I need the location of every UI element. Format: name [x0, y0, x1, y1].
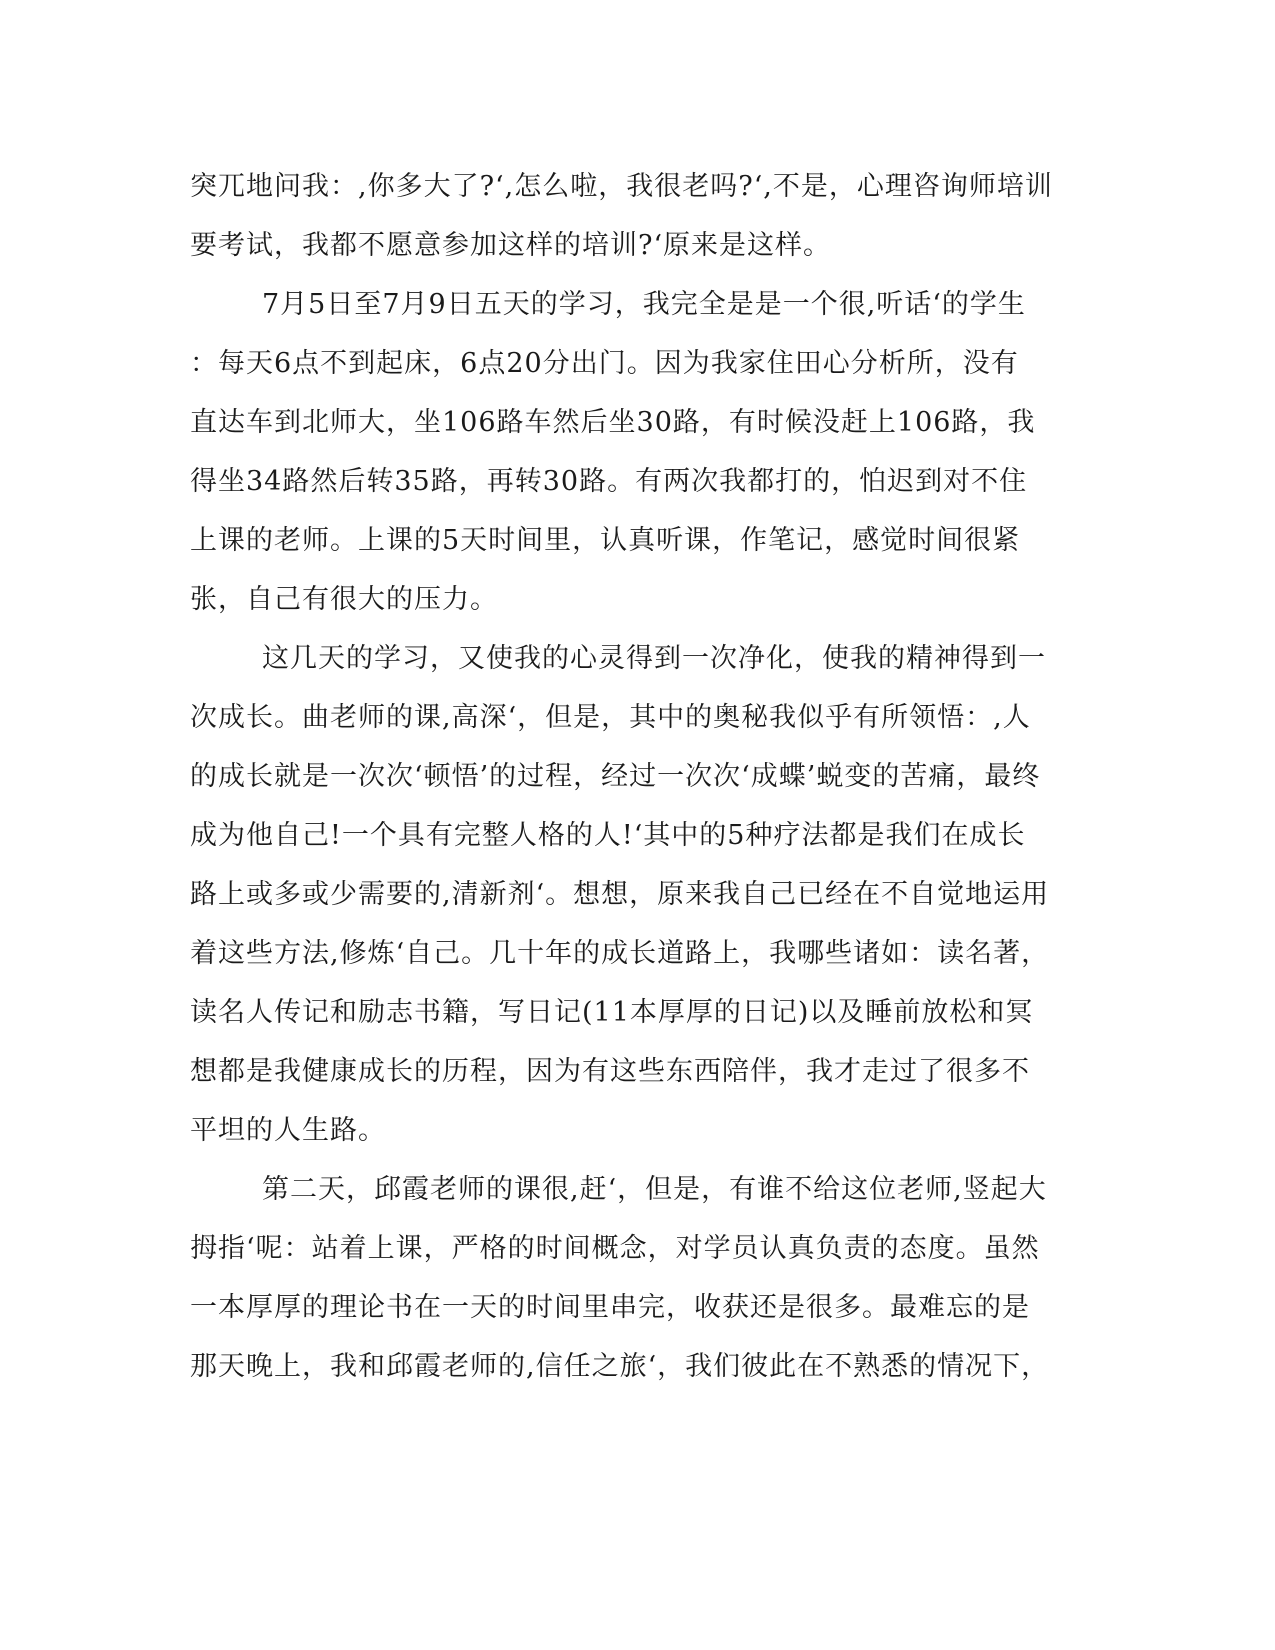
- text-line: 拇指‘呢：站着上课，严格的时间概念，对学员认真负责的态度。虽然: [190, 1233, 1040, 1264]
- text-line: 上课的老师。上课的5天时间里，认真听课，作笔记，感觉时间很紧: [190, 525, 1021, 556]
- paragraph-start-line: 这几天的学习，又使我的心灵得到一次净化，使我的精神得到一: [262, 643, 1046, 674]
- text-line: 那天晚上，我和邱霞老师的,信任之旅‘，我们彼此在不熟悉的情况下，: [190, 1351, 1050, 1382]
- text-line: 要考试，我都不愿意参加这样的培训?‘原来是这样。: [190, 230, 832, 261]
- text-line: 着这些方法,修炼‘自己。几十年的成长道路上，我哪些诸如：读名著，: [190, 938, 1050, 969]
- text-line: 直达车到北师大，坐106路车然后坐30路，有时候没赶上106路，我: [190, 407, 1036, 438]
- document-body: [190, 157, 1080, 1396]
- text-line: 的成长就是一次次‘顿悟’的过程，经过一次次‘成蝶’蜕变的苦痛，最终: [190, 761, 1041, 792]
- text-line: 路上或多或少需要的,清新剂‘。想想，原来我自己已经在不自觉地运用: [190, 879, 1050, 910]
- text-line: 读名人传记和励志书籍，写日记(11本厚厚的日记)以及睡前放松和冥: [190, 997, 1034, 1028]
- text-line: 次成长。曲老师的课,高深‘，但是，其中的奥秘我似乎有所领悟：,人: [190, 702, 1031, 733]
- text-line: ：每天6点不到起床，6点20分出门。因为我家住田心分析所，没有: [190, 348, 1019, 379]
- text-line: 一本厚厚的理论书在一天的时间里串完，收获还是很多。最难忘的是: [190, 1292, 1030, 1323]
- paragraph-start-line: 7月5日至7月9日五天的学习，我完全是是一个很,听话‘的学生: [262, 289, 1026, 320]
- text-line: 成为他自己!一个具有完整人格的人!‘其中的5种疗法都是我们在成长: [190, 820, 1026, 851]
- paragraph-start-line: 第二天，邱霞老师的课很,赶‘，但是，有谁不给这位老师,竖起大: [262, 1174, 1047, 1205]
- text-line: 平坦的人生路。: [190, 1115, 386, 1146]
- text-line: 张，自己有很大的压力。: [190, 584, 498, 615]
- text-line: 得坐34路然后转35路，再转30路。有两次我都打的，怕迟到对不住: [190, 466, 1028, 497]
- text-line: 想都是我健康成长的历程，因为有这些东西陪伴，我才走过了很多不: [190, 1056, 1030, 1087]
- text-line: 突兀地问我：,你多大了?‘,怎么啦，我很老吗?‘,不是，心理咨询师培训: [190, 171, 1053, 202]
